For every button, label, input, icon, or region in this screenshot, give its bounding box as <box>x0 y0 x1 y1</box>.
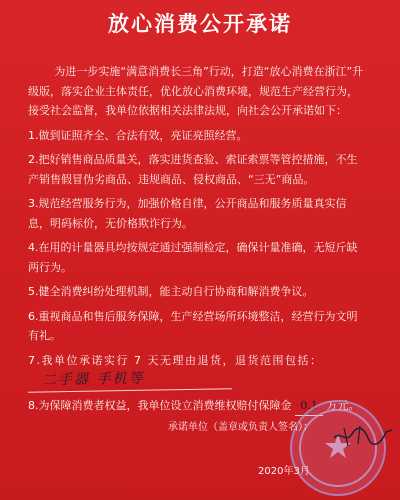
commitment-item-6: 6.重视商品和售后服务保障，生产经营场所环境整洁，经营行为文明有礼。 <box>28 309 358 342</box>
commitment-item-8-suffix: 万元。 <box>326 398 360 412</box>
commitment-item-7 <box>28 351 368 391</box>
commitment-item-5: 5.健全消费纠纷处理机制，能主动自行协商和解消费争议。 <box>28 285 314 298</box>
commitment-item-1: 1.做到证照齐全、合法有效，亮证亮照经营。 <box>28 128 248 142</box>
handwritten-return-scope: 二手器 手机等 <box>28 368 232 392</box>
commitment-item-3: 3.规范经营服务行为，加强价格自律，公开商品和服务质量真实信息，明码标价，无价格欺诈行为。 <box>28 197 347 230</box>
commitment-date: 2020年3月 <box>258 466 310 477</box>
commitment-body <box>28 62 368 416</box>
commitment-item-2: 2.把好销售商品质量关，落实进货查验、索证索票等管控措施，不生产销售假冒伪劣商品、违规商品、侵权商品、“三无”商品。 <box>28 153 358 186</box>
intro-paragraph: 为进一步实施“满意消费长三角”行动，打造“放心消费在浙江”升级版，落实企业主体责任，优化放心消费环境，规范生产经营行为，接受社会监督，我单位依据相关法律法规，向社会公开承诺如下： <box>28 65 364 117</box>
guarantee-amount: 0.1 <box>295 396 323 417</box>
handwritten-signature <box>330 420 396 450</box>
commitment-item-4: 4.在用的计量器具均按规定通过强制检定，确保计量准确，无短斤缺两行为。 <box>28 241 358 274</box>
commitment-item-8-prefix: 8.为保障消费者权益，我单位设立消费维权赔付保障金 <box>28 398 292 412</box>
page-title: 放心消费公开承诺 <box>108 12 292 36</box>
signature-line: 承诺单位（盖章或负责人签名）： <box>168 422 313 433</box>
commitment-item-7-text: 7.我单位承诺实行 7 天无理由退货，退货范围包括： <box>28 353 323 367</box>
